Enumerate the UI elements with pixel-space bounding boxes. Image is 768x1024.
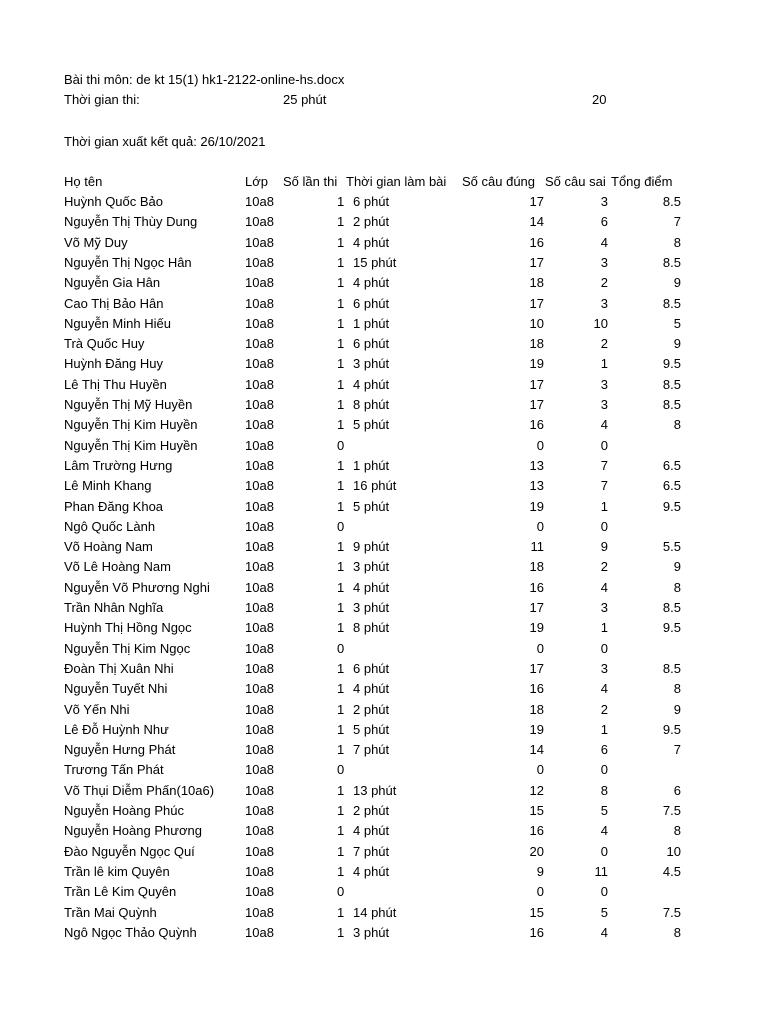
wrong-count: 8 [600, 782, 608, 798]
header-wrong: Số câu sai [545, 174, 606, 189]
header-score: Tổng điểm [611, 174, 673, 189]
table-row [0, 842, 768, 862]
correct-count: 18 [529, 336, 544, 352]
total-score: 7 [673, 214, 681, 230]
wrong-count: 3 [600, 194, 608, 209]
wrong-count: 2 [600, 336, 608, 352]
attempt-count: 0 [337, 884, 345, 900]
correct-count: 19 [529, 356, 544, 372]
total-score: 9.5 [662, 620, 681, 636]
correct-count: 19 [529, 620, 544, 636]
attempt-count: 0 [337, 518, 345, 534]
correct-count: 0 [536, 518, 544, 534]
total-score: 8.5 [662, 254, 681, 270]
student-name: Trần Nhân Nghĩa [64, 600, 164, 615]
student-name: Trần Lê Kim Quyên [64, 884, 177, 900]
attempt-count: 1 [337, 539, 345, 555]
student-name: Võ Yến Nhi [64, 701, 130, 717]
total-score: 8.5 [662, 376, 681, 392]
correct-count: 16 [529, 823, 544, 839]
wrong-count: 4 [600, 579, 608, 595]
wrong-count: 3 [600, 254, 608, 270]
attempt-count: 1 [337, 234, 345, 250]
student-class: 10a8 [245, 924, 274, 940]
attempt-count: 1 [337, 478, 345, 494]
total-score: 9 [673, 275, 681, 291]
attempt-count: 1 [337, 904, 345, 920]
total-score: 8 [673, 234, 681, 250]
duration: 15 phút [353, 254, 397, 270]
table-row [0, 517, 768, 537]
wrong-count: 4 [600, 234, 608, 250]
attempt-count: 1 [337, 397, 345, 412]
table-row [0, 273, 768, 293]
table-row [0, 253, 768, 273]
student-class: 10a8 [245, 437, 274, 453]
duration: 4 phút [353, 376, 390, 392]
duration: 1 phút [353, 315, 390, 331]
total-score: 7.5 [662, 803, 681, 818]
table-row [0, 212, 768, 232]
table-row [0, 618, 768, 638]
attempt-count: 1 [337, 315, 345, 331]
student-name: Nguyễn Minh Hiếu [64, 315, 171, 331]
table-row [0, 639, 768, 659]
student-name: Trương Tấn Phát [64, 762, 164, 778]
duration: 2 phút [353, 803, 390, 818]
total-score: 8.5 [662, 660, 681, 676]
total-score: 8 [673, 823, 681, 839]
total-score: 8 [673, 417, 681, 433]
student-class: 10a8 [245, 620, 274, 636]
attempt-count: 1 [337, 742, 345, 758]
correct-count: 0 [536, 884, 544, 900]
total-score: 8.5 [662, 295, 681, 311]
duration: 5 phút [353, 721, 390, 737]
student-name: Trà Quốc Huy [64, 336, 145, 352]
correct-count: 14 [529, 214, 544, 230]
duration: 3 phút [353, 600, 390, 615]
total-score: 8.5 [662, 397, 681, 412]
correct-count: 15 [529, 904, 544, 920]
correct-count: 9 [536, 863, 544, 879]
duration: 9 phút [353, 539, 390, 555]
student-name: Ngô Ngọc Thảo Quỳnh [64, 924, 197, 940]
total-score: 8 [673, 924, 681, 940]
student-class: 10a8 [245, 559, 274, 575]
exam-time-value: 25 phút [283, 92, 327, 107]
student-class: 10a8 [245, 539, 274, 555]
wrong-count: 10 [593, 315, 608, 331]
header-name: Họ tên [64, 174, 103, 189]
table-row [0, 821, 768, 841]
wrong-count: 1 [600, 498, 608, 514]
attempt-count: 1 [337, 863, 345, 879]
duration: 6 phút [353, 295, 390, 311]
attempt-count: 1 [337, 924, 345, 940]
attempt-count: 1 [337, 600, 345, 615]
student-class: 10a8 [245, 315, 274, 331]
attempt-count: 1 [337, 660, 345, 676]
exam-question-count: 20 [592, 92, 607, 107]
attempt-count: 1 [337, 457, 345, 473]
table-row [0, 700, 768, 720]
table-row [0, 375, 768, 395]
correct-count: 17 [529, 194, 544, 209]
student-class: 10a8 [245, 904, 274, 920]
total-score: 8 [673, 681, 681, 697]
duration: 4 phút [353, 681, 390, 697]
student-name: Nguyễn Gia Hân [64, 275, 161, 291]
wrong-count: 0 [600, 518, 608, 534]
duration: 13 phút [353, 782, 397, 798]
duration: 5 phút [353, 417, 390, 433]
student-class: 10a8 [245, 884, 274, 900]
student-class: 10a8 [245, 762, 274, 778]
total-score: 10 [666, 843, 681, 859]
wrong-count: 7 [600, 457, 608, 473]
correct-count: 16 [529, 234, 544, 250]
student-name: Nguyễn Võ Phương Nghi [64, 579, 210, 595]
student-name: Phan Đăng Khoa [64, 498, 164, 514]
wrong-count: 9 [600, 539, 608, 555]
student-class: 10a8 [245, 417, 274, 433]
table-row [0, 903, 768, 923]
duration: 7 phút [353, 742, 390, 758]
student-class: 10a8 [245, 660, 274, 676]
correct-count: 0 [536, 640, 544, 656]
total-score: 8.5 [662, 194, 681, 209]
wrong-count: 0 [600, 762, 608, 778]
table-row [0, 436, 768, 456]
table-row [0, 294, 768, 314]
duration: 8 phút [353, 397, 390, 412]
correct-count: 18 [529, 559, 544, 575]
table-row [0, 679, 768, 699]
student-class: 10a8 [245, 782, 274, 798]
attempt-count: 1 [337, 336, 345, 352]
correct-count: 17 [529, 295, 544, 311]
student-class: 10a8 [245, 640, 274, 656]
table-row [0, 801, 768, 821]
correct-count: 13 [529, 478, 544, 494]
header-class: Lớp [245, 174, 268, 189]
student-name: Nguyễn Thị Ngọc Hân [64, 254, 192, 270]
student-name: Nguyễn Thị Thùy Dung [64, 214, 198, 230]
student-class: 10a8 [245, 376, 274, 392]
attempt-count: 1 [337, 417, 345, 433]
student-class: 10a8 [245, 701, 274, 717]
wrong-count: 0 [600, 640, 608, 656]
wrong-count: 3 [600, 397, 608, 412]
total-score: 9.5 [662, 721, 681, 737]
correct-count: 17 [529, 376, 544, 392]
wrong-count: 5 [600, 904, 608, 920]
wrong-count: 0 [600, 843, 608, 859]
student-name: Nguyễn Hoàng Phúc [64, 803, 184, 818]
attempt-count: 1 [337, 295, 345, 311]
duration: 2 phút [353, 214, 390, 230]
table-row [0, 415, 768, 435]
correct-count: 14 [529, 742, 544, 758]
total-score: 9 [673, 336, 681, 352]
duration: 3 phút [353, 924, 390, 940]
total-score: 6.5 [662, 457, 681, 473]
total-score: 8.5 [662, 600, 681, 615]
student-name: Đoàn Thị Xuân Nhi [64, 660, 174, 676]
table-row [0, 781, 768, 801]
student-name: Huỳnh Đăng Huy [64, 356, 163, 372]
student-name: Đào Nguyễn Ngọc Quí [64, 843, 195, 859]
duration: 3 phút [353, 356, 390, 372]
student-name: Lâm Trường Hưng [64, 457, 173, 473]
wrong-count: 2 [600, 701, 608, 717]
correct-count: 10 [529, 315, 544, 331]
student-name: Trần Mai Quỳnh [64, 904, 157, 920]
student-class: 10a8 [245, 254, 274, 270]
correct-count: 17 [529, 600, 544, 615]
student-name: Võ Thụi Diễm Phấn(10a6) [64, 782, 215, 798]
student-name: Nguyễn Hưng Phát [64, 742, 176, 758]
table-header [0, 172, 768, 192]
attempt-count: 1 [337, 254, 345, 270]
student-name: Lê Đỗ Huỳnh Như [64, 721, 169, 737]
wrong-count: 3 [600, 295, 608, 311]
student-name: Ngô Quốc Lành [64, 518, 156, 534]
student-name: Trần lê kim Quyên [64, 863, 170, 879]
duration: 4 phút [353, 234, 390, 250]
attempt-count: 0 [337, 437, 345, 453]
student-class: 10a8 [245, 194, 274, 209]
duration: 2 phút [353, 701, 390, 717]
total-score: 6.5 [662, 478, 681, 494]
duration: 16 phút [353, 478, 397, 494]
duration: 4 phút [353, 823, 390, 839]
total-score: 5.5 [662, 539, 681, 555]
correct-count: 17 [529, 254, 544, 270]
total-score: 9.5 [662, 498, 681, 514]
wrong-count: 4 [600, 823, 608, 839]
header-correct: Số câu đúng [462, 174, 536, 189]
wrong-count: 0 [600, 884, 608, 900]
table-row [0, 395, 768, 415]
attempt-count: 1 [337, 559, 345, 575]
student-name: Võ Mỹ Duy [64, 234, 128, 250]
student-class: 10a8 [245, 742, 274, 758]
correct-count: 12 [529, 782, 544, 798]
duration: 6 phút [353, 660, 390, 676]
duration: 4 phút [353, 275, 390, 291]
wrong-count: 4 [600, 681, 608, 697]
student-class: 10a8 [245, 275, 274, 291]
attempt-count: 1 [337, 620, 345, 636]
student-name: Nguyễn Thị Kim Huyền [64, 437, 198, 453]
table-row [0, 557, 768, 577]
table-row [0, 720, 768, 740]
correct-count: 13 [529, 457, 544, 473]
student-class: 10a8 [245, 843, 274, 859]
attempt-count: 1 [337, 681, 345, 697]
wrong-count: 0 [600, 437, 608, 453]
correct-count: 18 [529, 275, 544, 291]
correct-count: 19 [529, 721, 544, 737]
table-row [0, 659, 768, 679]
table-row [0, 233, 768, 253]
wrong-count: 1 [600, 356, 608, 372]
total-score: 9.5 [662, 356, 681, 372]
student-name: Nguyễn Thị Kim Ngọc [64, 640, 191, 656]
total-score: 7 [673, 742, 681, 758]
attempt-count: 0 [337, 762, 345, 778]
duration: 4 phút [353, 863, 390, 879]
wrong-count: 3 [600, 376, 608, 392]
student-class: 10a8 [245, 518, 274, 534]
student-name: Võ Hoàng Nam [64, 539, 153, 555]
attempt-count: 1 [337, 803, 345, 818]
correct-count: 0 [536, 762, 544, 778]
table-row [0, 497, 768, 517]
wrong-count: 6 [600, 742, 608, 758]
student-class: 10a8 [245, 579, 274, 595]
student-class: 10a8 [245, 234, 274, 250]
student-name: Nguyễn Thị Kim Huyền [64, 417, 198, 433]
correct-count: 16 [529, 681, 544, 697]
attempt-count: 1 [337, 843, 345, 859]
table-row [0, 354, 768, 374]
attempt-count: 1 [337, 782, 345, 798]
student-class: 10a8 [245, 681, 274, 697]
student-class: 10a8 [245, 356, 274, 372]
table-row [0, 334, 768, 354]
header-duration: Thời gian làm bài [346, 174, 447, 189]
header-attempts: Số lần thi [283, 174, 338, 189]
table-row [0, 740, 768, 760]
wrong-count: 1 [600, 721, 608, 737]
total-score: 9 [673, 701, 681, 717]
student-name: Nguyễn Thị Mỹ Huyền [64, 397, 193, 412]
attempt-count: 1 [337, 194, 345, 209]
table-row [0, 862, 768, 882]
student-name: Cao Thị Bảo Hân [64, 295, 164, 311]
wrong-count: 5 [600, 803, 608, 818]
wrong-count: 3 [600, 660, 608, 676]
wrong-count: 11 [594, 863, 608, 879]
exam-subject: Bài thi môn: de kt 15(1) hk1-2122-online-hs.docx [64, 72, 345, 87]
total-score: 4.5 [662, 863, 681, 879]
correct-count: 16 [529, 417, 544, 433]
duration: 4 phút [353, 579, 390, 595]
wrong-count: 6 [600, 214, 608, 230]
correct-count: 0 [536, 437, 544, 453]
wrong-count: 3 [600, 600, 608, 615]
wrong-count: 4 [600, 417, 608, 433]
duration: 1 phút [353, 457, 390, 473]
student-class: 10a8 [245, 295, 274, 311]
duration: 3 phút [353, 559, 390, 575]
student-name: Lê Thị Thu Huyền [64, 376, 167, 392]
duration: 7 phút [353, 843, 390, 859]
total-score: 5 [673, 315, 681, 331]
attempt-count: 1 [337, 498, 345, 514]
table-row [0, 456, 768, 476]
attempt-count: 1 [337, 823, 345, 839]
exam-time-label: Thời gian thi: [64, 92, 140, 107]
student-name: Huỳnh Thị Hồng Ngọc [64, 620, 192, 636]
total-score: 6 [673, 782, 681, 798]
student-name: Nguyễn Hoàng Phương [64, 823, 202, 839]
student-class: 10a8 [245, 397, 274, 412]
attempt-count: 1 [337, 214, 345, 230]
correct-count: 18 [529, 701, 544, 717]
table-row [0, 760, 768, 780]
total-score: 8 [673, 579, 681, 595]
attempt-count: 1 [337, 579, 345, 595]
wrong-count: 1 [600, 620, 608, 636]
table-row [0, 578, 768, 598]
student-name: Nguyễn Tuyết Nhi [64, 681, 168, 697]
table-row [0, 923, 768, 943]
duration: 14 phút [353, 904, 397, 920]
table-row [0, 882, 768, 902]
correct-count: 20 [529, 843, 544, 859]
student-name: Lê Minh Khang [64, 478, 152, 494]
correct-count: 19 [529, 498, 544, 514]
result-export-time: Thời gian xuất kết quả: 26/10/2021 [64, 134, 266, 149]
total-score: 9 [673, 559, 681, 575]
student-class: 10a8 [245, 457, 274, 473]
student-class: 10a8 [245, 600, 274, 615]
student-class: 10a8 [245, 214, 274, 230]
attempt-count: 0 [337, 640, 345, 656]
student-class: 10a8 [245, 498, 274, 514]
table-row [0, 598, 768, 618]
attempt-count: 1 [337, 356, 345, 372]
student-class: 10a8 [245, 336, 274, 352]
wrong-count: 2 [600, 275, 608, 291]
correct-count: 11 [530, 539, 544, 555]
attempt-count: 1 [337, 376, 345, 392]
wrong-count: 7 [600, 478, 608, 494]
table-row [0, 537, 768, 557]
correct-count: 17 [529, 397, 544, 412]
student-class: 10a8 [245, 721, 274, 737]
student-name: Võ Lê Hoàng Nam [64, 559, 171, 575]
table-row [0, 314, 768, 334]
correct-count: 17 [529, 660, 544, 676]
attempt-count: 1 [337, 275, 345, 291]
table-row [0, 192, 768, 212]
student-name: Huỳnh Quốc Bảo [64, 194, 164, 209]
correct-count: 16 [529, 924, 544, 940]
duration: 8 phút [353, 620, 390, 636]
table-row [0, 476, 768, 496]
student-class: 10a8 [245, 863, 274, 879]
wrong-count: 2 [600, 559, 608, 575]
wrong-count: 4 [600, 924, 608, 940]
attempt-count: 1 [337, 701, 345, 717]
duration: 5 phút [353, 498, 390, 514]
correct-count: 15 [529, 803, 544, 818]
duration: 6 phút [353, 194, 390, 209]
student-class: 10a8 [245, 478, 274, 494]
student-class: 10a8 [245, 803, 274, 818]
correct-count: 16 [529, 579, 544, 595]
duration: 6 phút [353, 336, 390, 352]
attempt-count: 1 [337, 721, 345, 737]
student-class: 10a8 [245, 823, 274, 839]
total-score: 7.5 [662, 904, 681, 920]
